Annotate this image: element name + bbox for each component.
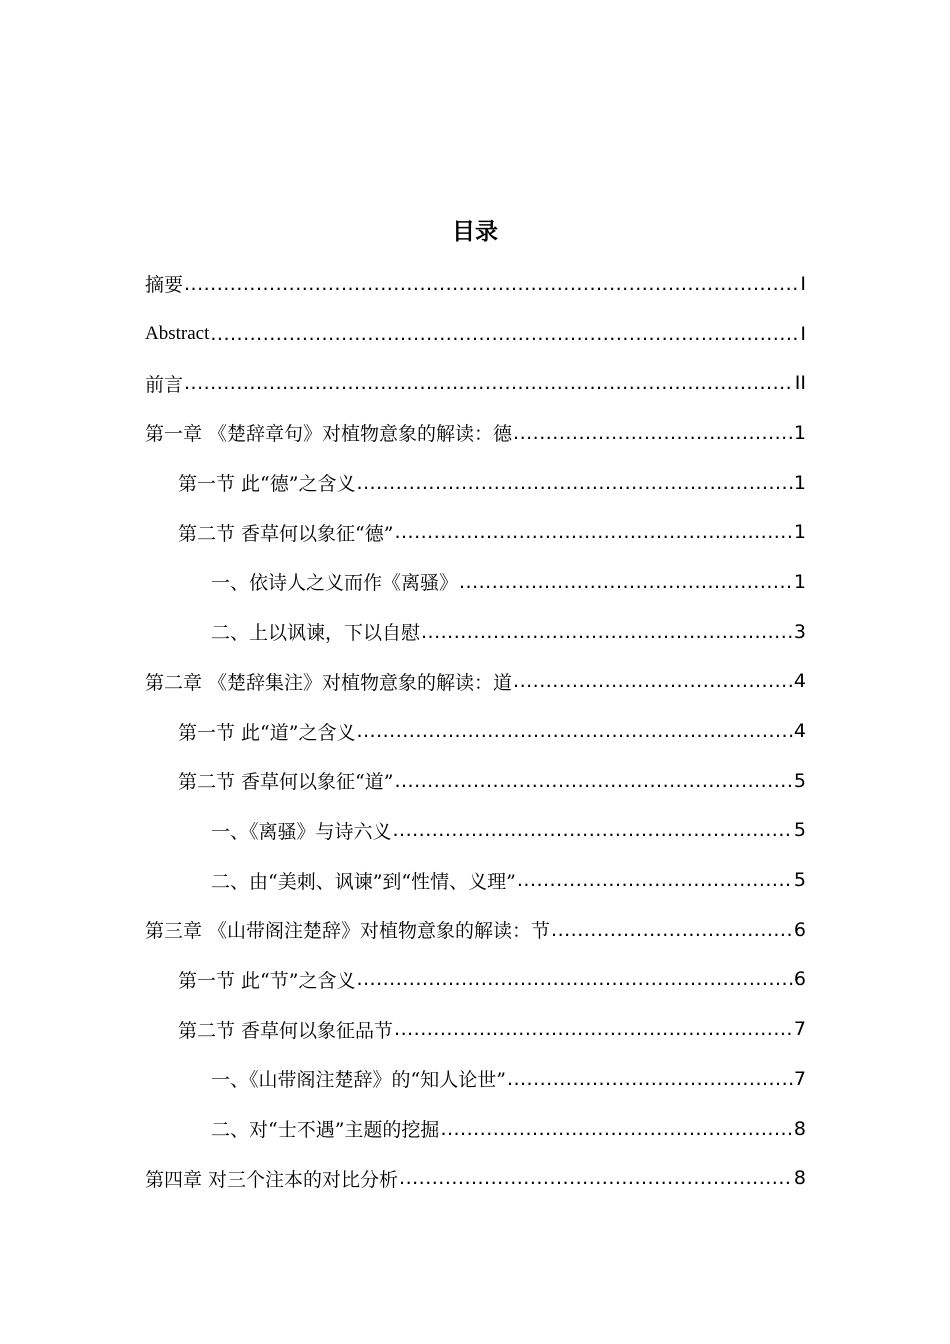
toc-entry[interactable] — [145, 905, 806, 955]
toc-page-number: 6 — [793, 918, 806, 941]
toc-entry[interactable] — [145, 358, 806, 408]
toc-page-number: 1 — [793, 570, 806, 593]
toc-page-number: 5 — [793, 819, 806, 842]
toc-page-number: 1 — [793, 471, 806, 494]
toc-page-number: 8 — [793, 1167, 806, 1190]
toc-entry[interactable] — [145, 955, 806, 1005]
toc-entry-text: 第二节 香草何以象征“德” — [178, 522, 394, 545]
toc-dot-leader — [513, 422, 793, 444]
toc-entry[interactable] — [145, 855, 806, 905]
toc-entry-text: 一、《离骚》与诗六义 — [211, 820, 392, 843]
toc-page-number: 7 — [793, 1067, 806, 1090]
toc-entry-text: 二、上以讽谏，下以自慰 — [211, 622, 421, 645]
toc-dot-leader — [356, 472, 792, 494]
toc-entry-text: 第二节 香草何以象征品节 — [178, 1019, 394, 1042]
toc-entry-text: 第一节 此“节”之含义 — [178, 969, 356, 992]
toc-page-number: I — [800, 322, 806, 345]
toc-dot-leader — [184, 273, 799, 295]
toc-dot-leader — [210, 323, 799, 345]
toc-entry[interactable] — [145, 309, 806, 359]
toc-entry[interactable] — [145, 458, 806, 508]
toc-dot-leader — [393, 819, 793, 841]
toc-page-number: 6 — [793, 968, 806, 991]
toc-entry-text: 一、依诗人之义而作《离骚》 — [211, 572, 459, 595]
toc-dot-leader — [394, 1018, 793, 1040]
toc-entry[interactable] — [145, 408, 806, 458]
toc-dot-leader — [184, 372, 794, 394]
toc-dot-leader — [421, 621, 793, 643]
toc-entry-text: 第二章 《楚辞集注》对植物意象的解读：道 — [145, 671, 513, 694]
toc-entry-text: 第四章 对三个注本的对比分析 — [145, 1168, 399, 1191]
toc-entry-text: 第三章 《山带阁注楚辞》对植物意象的解读：节 — [145, 920, 551, 943]
toc-dot-leader — [394, 770, 792, 792]
toc-page-number: 4 — [793, 670, 806, 693]
toc-entry-text: 第一节 此“道”之含义 — [178, 721, 356, 744]
toc-entry[interactable] — [145, 706, 806, 756]
toc-page-number: 5 — [793, 869, 806, 892]
toc-entry[interactable] — [145, 1104, 806, 1154]
toc-entry[interactable] — [145, 1153, 806, 1203]
toc-entry[interactable] — [145, 259, 806, 309]
toc-dot-leader — [459, 571, 793, 593]
toc-page-number: 5 — [793, 769, 806, 792]
toc-page-number: 1 — [793, 521, 806, 544]
toc-entry-text: 第一节 此“德”之含义 — [178, 473, 356, 496]
toc-entry-text: 第二节 香草何以象征“道” — [178, 771, 394, 794]
toc-list — [145, 259, 806, 1203]
toc-entry-text: Abstract — [145, 322, 210, 344]
toc-dot-leader — [356, 720, 792, 742]
toc-entry-text: 摘要 — [145, 274, 184, 297]
toc-entry[interactable] — [145, 756, 806, 806]
toc-page-number: I — [800, 272, 806, 295]
toc-entry[interactable] — [145, 1054, 806, 1104]
toc-page-number: 1 — [793, 421, 806, 444]
toc-entry[interactable] — [145, 557, 806, 607]
toc-dot-leader — [507, 1068, 793, 1090]
toc-dot-leader — [356, 968, 792, 990]
toc-title: 目录 — [452, 219, 498, 245]
toc-page-number: 7 — [793, 1018, 806, 1041]
toc-dot-leader — [399, 1167, 793, 1189]
toc-entry-text: 一、《山带阁注楚辞》的“知人论世” — [211, 1069, 506, 1092]
toc-entry-text: 二、对“士不遇”主题的挖掘 — [211, 1119, 440, 1142]
toc-page-number: 3 — [793, 620, 806, 643]
toc-entry-text: 前言 — [145, 373, 184, 396]
toc-entry-text: 第一章 《楚辞章句》对植物意象的解读：德 — [145, 423, 513, 446]
toc-dot-leader — [517, 869, 793, 891]
toc-page-number: 8 — [793, 1117, 806, 1140]
toc-dot-leader — [440, 1118, 792, 1140]
toc-entry[interactable] — [145, 607, 806, 657]
toc-entry[interactable] — [145, 507, 806, 557]
toc-dot-leader — [394, 521, 792, 543]
toc-page-number: 4 — [793, 720, 806, 743]
toc-entry[interactable] — [145, 806, 806, 856]
toc-dot-leader — [551, 919, 793, 941]
toc-dot-leader — [513, 670, 793, 692]
toc-entry-text: 二、由“美刺、讽谏”到“性情、义理” — [211, 870, 516, 893]
toc-entry[interactable] — [145, 1004, 806, 1054]
toc-page-number: II — [794, 372, 806, 395]
toc-entry[interactable] — [145, 657, 806, 707]
